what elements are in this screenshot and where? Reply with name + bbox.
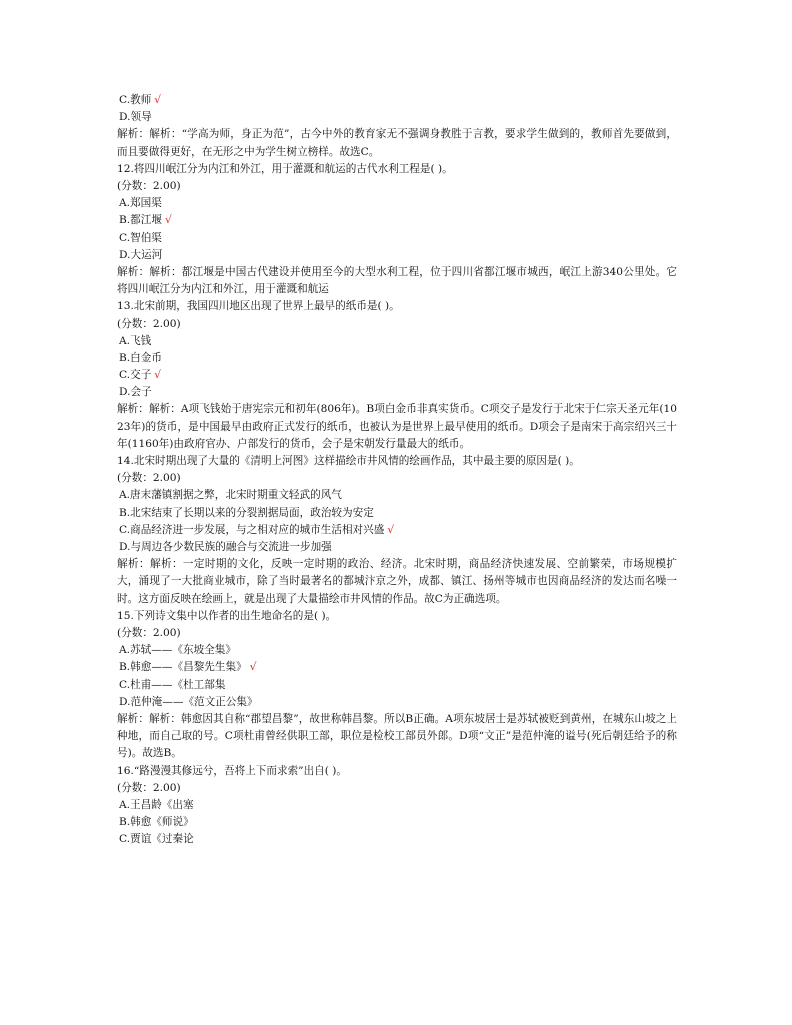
question-14 <box>117 453 677 608</box>
question-text: 16.“路漫漫其修远兮，吾将上下而求索”出自( )。 <box>117 764 347 777</box>
correct-check-icon: √ <box>164 214 172 227</box>
question-12 <box>117 161 677 299</box>
option-b: B.韩愈——《昌黎先生集》 √ <box>119 661 257 674</box>
option-a: A.飞钱 <box>119 334 152 347</box>
question-15 <box>117 608 677 763</box>
option-a: A.唐末藩镇割据之弊，北宋时期重文轻武的风气 <box>119 489 342 502</box>
option-b: B.白金币 <box>119 351 162 364</box>
correct-check-icon: √ <box>249 661 257 674</box>
correct-check-icon: √ <box>154 94 162 106</box>
option-d: D.会子 <box>119 386 152 399</box>
explanation: 解析：解析：“学高为师，身正为范”，古今中外的教育家无不强调身教胜于言教，要求学生做到的，教师首先要做到，而且要做得更好，在无形之中为学生树立榜样。故选C。 <box>117 128 677 158</box>
score-label: (分数：2.00) <box>117 317 181 330</box>
question-11 <box>117 92 677 161</box>
explanation: 解析：解析：韩愈因其自称“郡望昌黎”，故世称韩昌黎。所以B正确。A项东坡居士是苏轼被贬到黄州，在城东山坡之上种地，而自己取的号。C项杜甫曾经供职工部，职位是检校工部员外郎。D项“文正”是范仲淹的谥号(死后朝廷给予的称号)。故选B。 <box>117 712 677 760</box>
option-d: D.大运河 <box>119 248 163 261</box>
question-text: 13.北宋前期，我国四川地区出现了世界上最早的纸币是( )。 <box>117 300 400 313</box>
option-c: C.智伯渠 <box>119 231 162 244</box>
question-16 <box>117 763 677 849</box>
option-d: D.与周边各少数民族的融合与交流进一步加强 <box>119 540 332 553</box>
option-c: C.杜甫——《杜工部集 <box>119 678 226 691</box>
exam-page <box>117 92 677 848</box>
option-d: D.领导 <box>119 111 152 124</box>
option-a: A.苏轼——《东坡全集》 <box>119 644 236 657</box>
option-c: C.商品经济进一步发展，与之相对应的城市生活相对兴盛 √ <box>119 523 395 536</box>
option-b: B.韩愈《师说》 <box>119 816 194 829</box>
score-label: (分数：2.00) <box>117 626 181 639</box>
question-text: 12.将四川岷江分为内江和外江，用于灌溉和航运的古代水利工程是( )。 <box>117 162 453 175</box>
option-d: D.范仲淹——《范文正公集》 <box>119 695 258 708</box>
option-c: C.教师 √ <box>119 94 162 106</box>
option-c: C.交子 √ <box>119 369 162 382</box>
option-b: B.北宋结束了长期以来的分裂割据局面，政治较为安定 <box>119 506 374 519</box>
option-b: B.都江堰 √ <box>119 214 172 227</box>
question-text: 15.下列诗文集中以作者的出生地命名的是( )。 <box>117 609 337 622</box>
correct-check-icon: √ <box>154 369 162 382</box>
question-text: 14.北宋时期出现了大量的《清明上河图》这样描绘市井风情的绘画作品，其中最主要的原因是( )。 <box>117 455 580 468</box>
score-label: (分数：2.00) <box>117 179 181 192</box>
question-13 <box>117 298 677 453</box>
explanation: 解析：解析：A项飞钱始于唐宪宗元和初年(806年)。B项白金币非真实货币。C项交子是发行于北宋于仁宗天圣元年(1023年)的货币，是中国最早由政府正式发行的纸币，也被认为是世界上最早使用的纸币。D项会子是南宋于高宗绍兴三十年(1160年)由政府官办、户部发行的货币，会子是宋朝发行量最大的纸币。 <box>117 403 677 450</box>
option-a: A.王昌龄《出塞 <box>119 798 194 811</box>
explanation: 解析：解析：一定时期的文化，反映一定时期的政治、经济。北宋时期，商品经济快速发展、空前繁荣，市场规模扩大，涌现了一大批商业城市，除了当时最著名的都城汴京之外，成都、镇江、扬州等城市也因商品经济的发达而名噪一时。这方面反映在绘画上，就是出现了大量描绘市井风情的作品。故C为正确选项。 <box>117 558 677 605</box>
explanation: 解析：解析：都江堰是中国古代建设并使用至今的大型水利工程，位于四川省都江堰市城西，岷江上游340公里处。它将四川岷江分为内江和外江，用于灌溉和航运 <box>117 265 677 296</box>
score-label: (分数：2.00) <box>117 781 181 794</box>
option-a: A.郑国渠 <box>119 197 162 210</box>
option-c: C.贾谊《过秦论 <box>119 833 194 846</box>
correct-check-icon: √ <box>387 523 395 536</box>
score-label: (分数：2.00) <box>117 472 181 485</box>
